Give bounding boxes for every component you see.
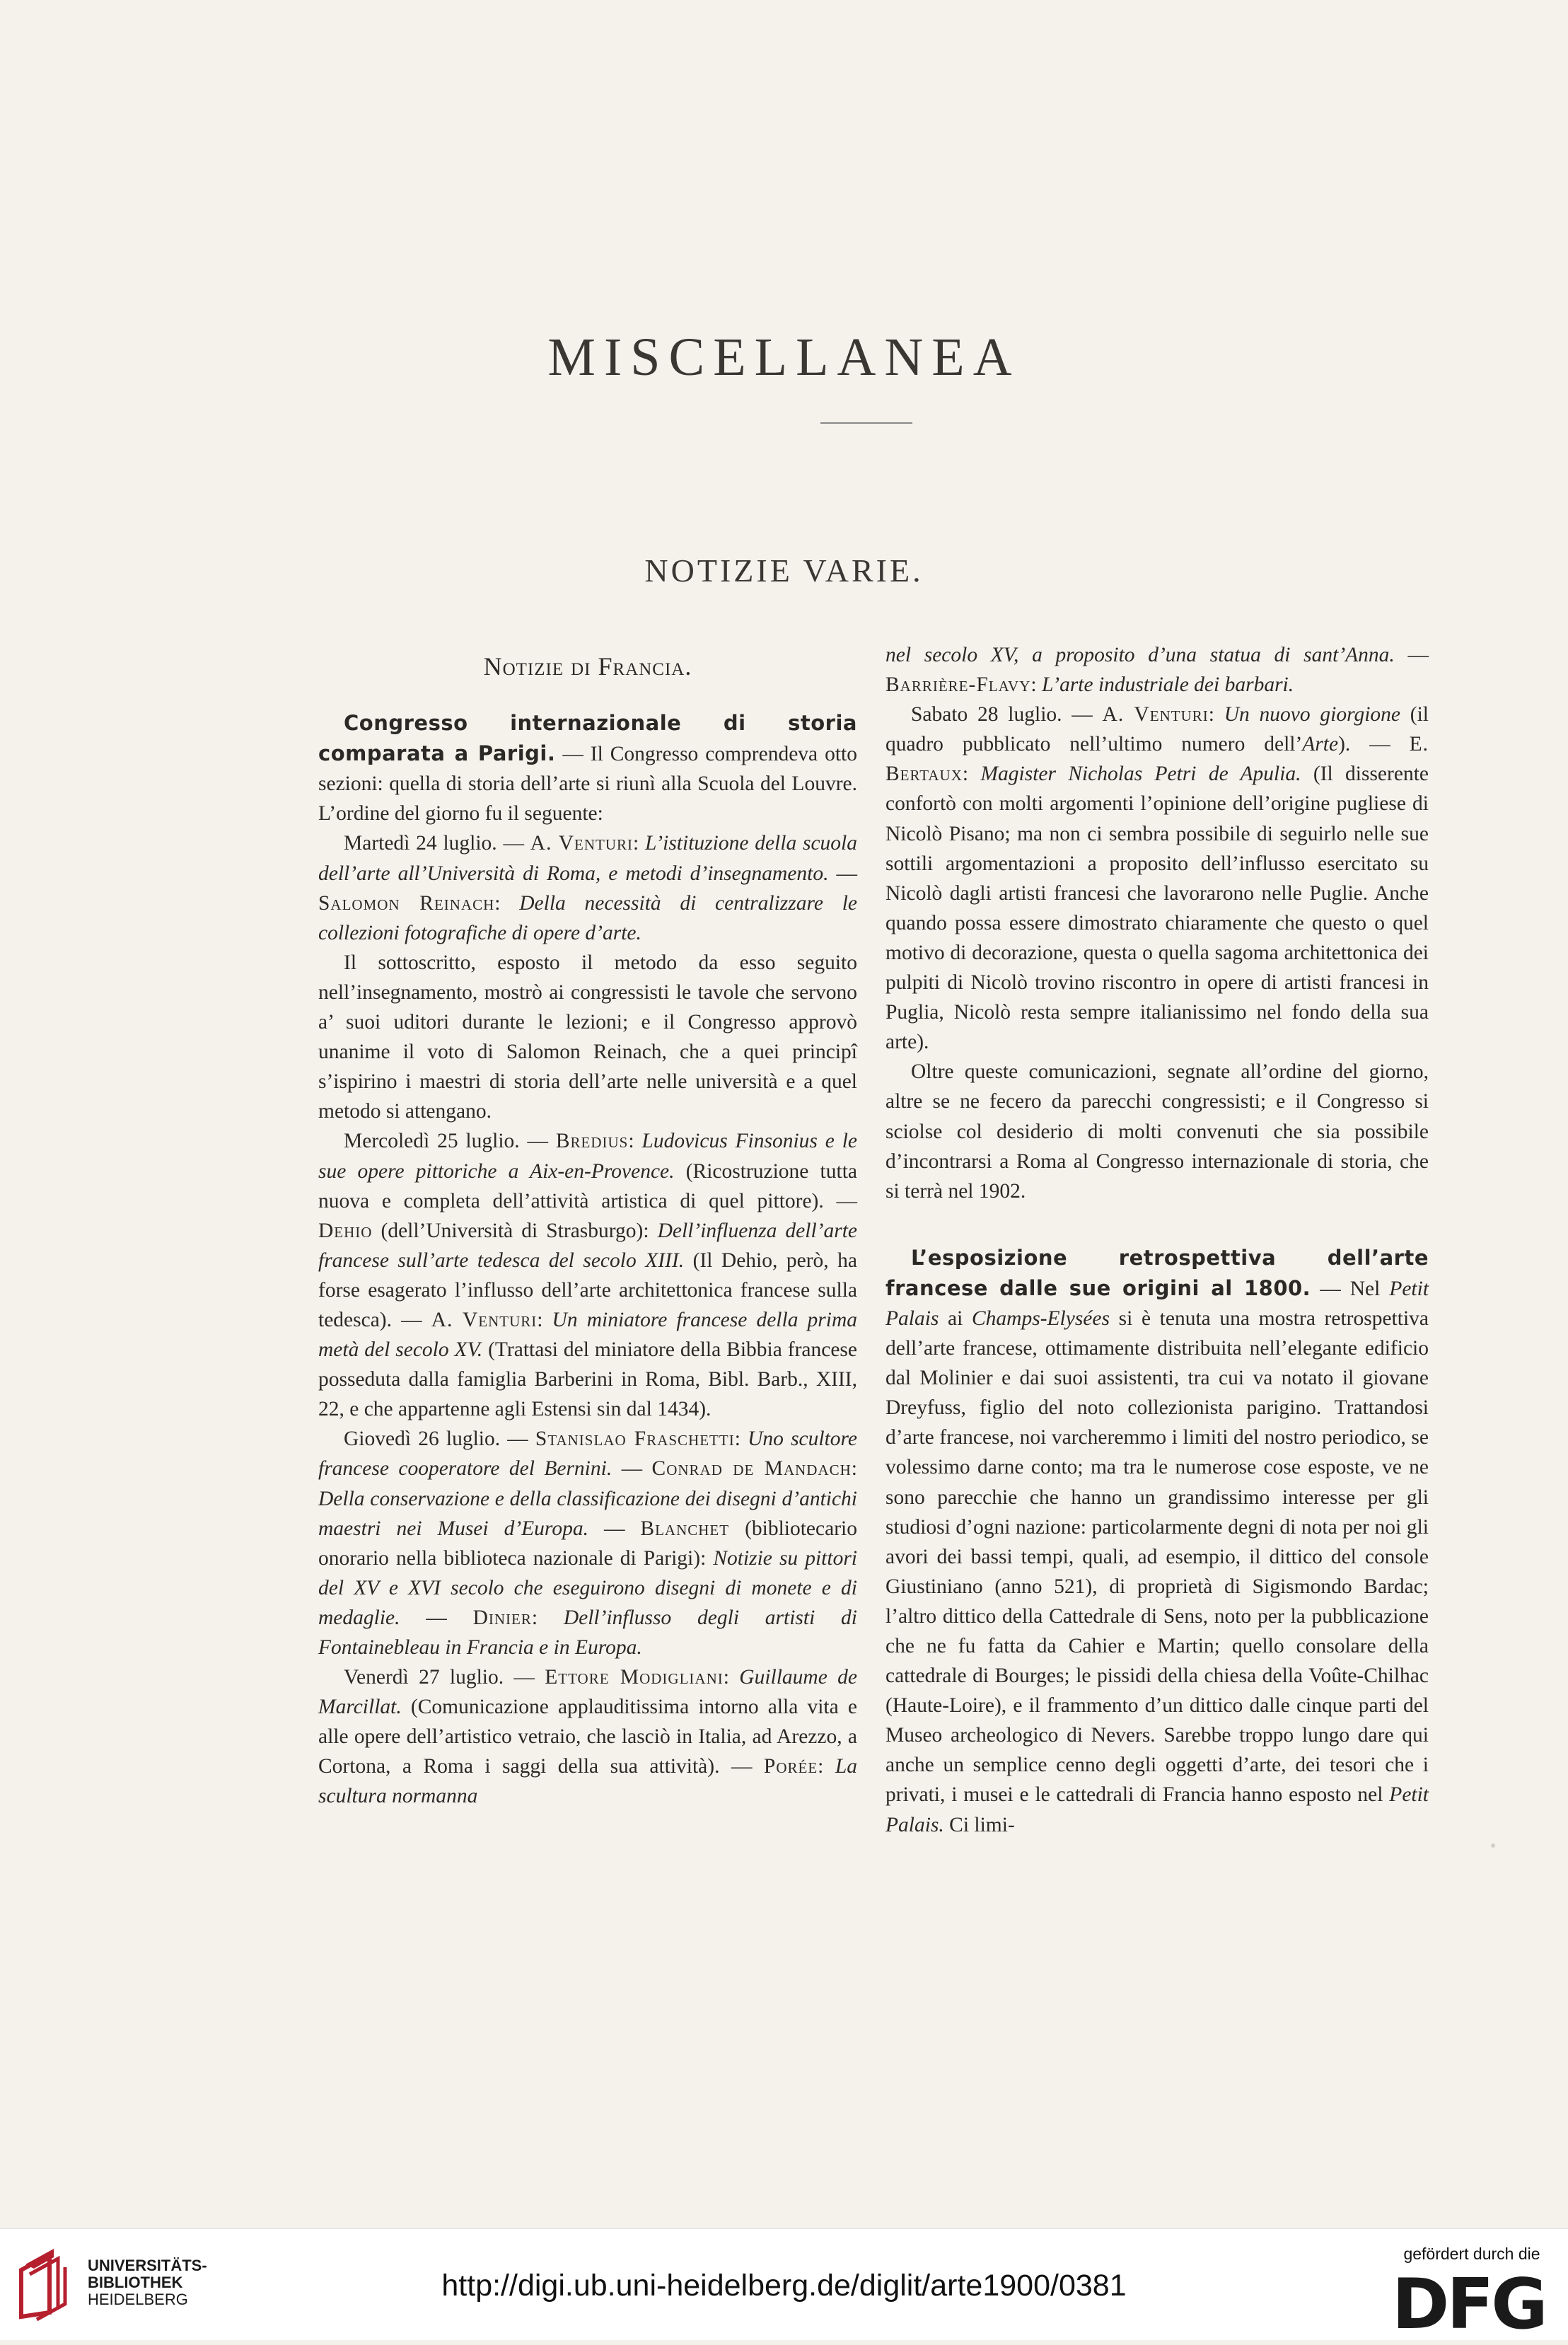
library-name: UNIVERSITÄTS- BIBLIOTHEK HEIDELBERG: [88, 2257, 207, 2308]
author-name: A. Venturi: [1102, 703, 1209, 726]
paragraph-giovedi: Giovedì 26 luglio. — Stanislao Fraschetti: Uno scultore francese cooperatore del Bernini. — Conrad de Mandach: Della conservazione e della classificazione dei disegni d’antichi maestri nei Musei d’Europa. — Blanchet (bibliotecario onorario nella biblioteca nazionale di Parigi): Notizie su pittori del XV e XVI secolo che eseguirono disegni di monete e di medaglie. — Dinier: Dell’influsso degli artisti di Fontainebleau in Francia e in Europa.: [318, 1428, 858, 1659]
author-name: Blanchet: [640, 1517, 730, 1540]
talk-title: Ludovicus Finsonius e le sue opere pittoriche a Aix-en-Provence.: [318, 1130, 857, 1183]
place-name: Champs-Elysées: [971, 1307, 1110, 1330]
paragraph-martedi: Martedì 24 luglio. — A. Venturi: L’istituzione della scuola dell’arte all’Università di Roma, e metodi d’insegnamento. — Salomon Reinach: Della necessità di centralizzare le collezioni fotografiche di opere d’arte.: [318, 832, 858, 944]
paper-speck: [1491, 1843, 1495, 1848]
author-name: A. Venturi: [431, 1308, 538, 1331]
paragraph-lead: Congresso internazionale di storia comparata a Parigi.: [318, 711, 857, 766]
paragraph-sottoscritto: Il sottoscritto, esposto il metodo da esso seguito nell’insegnamento, mostrò ai congressisti le tavole che servono a’ suoi uditori durante le lezioni; e il Congresso approvò unanime il voto di Salomon Reinach, che a quei principî s’ispirino i maestri di storia dell’arte nelle università e a quel metodo si attengano.: [318, 951, 857, 1123]
talk-title: Della conservazione e della classificazione dei disegni d’antichi maestri nei Musei d’Europa.: [318, 1487, 857, 1540]
talk-title: nel secolo XV, a proposito d’una statua di sant’Anna.: [885, 644, 1395, 666]
talk-title: Dell’influsso degli artisti di Fontainebleau in Francia e in Europa.: [318, 1606, 858, 1659]
paragraph-venerdi: Venerdì 27 luglio. — Ettore Modigliani: Guillaume de Marcillat. (Comunicazione applauditissima intorno alla vita e alle opere dell’artistico vetraio, che lasciò in Italia, ad Arezzo, a Cortona, a Roma i saggi della sua attività). — Porée: La scultura normanna: [318, 1666, 857, 1808]
talk-title: Notizie su pittori del XV e XVI secolo che eseguirono disegni di monete e di medaglie.: [318, 1546, 857, 1629]
author-name: Porée: [763, 1755, 818, 1778]
author-name: Conrad de Mandach: [651, 1457, 852, 1481]
dfg-logo: DFG: [1392, 2264, 1545, 2345]
talk-title: Un miniatore francese della prima metà del secolo XV.: [318, 1308, 858, 1362]
talk-title: La scultura normanna: [318, 1755, 857, 1808]
author-name: Dehio: [318, 1219, 373, 1242]
place-name: Petit Palais.: [885, 1783, 1429, 1836]
paragraph-oltre: Oltre queste comunicazioni, segnate all’ordine del giorno, altre se ne fecero da parecchi congressisti; e il Congresso si sciolse col desiderio di molti convenuti che sia possibile d’incontrarsi a Roma al Congresso internazionale di storia, che si terrà nel 1902.: [885, 1060, 1429, 1203]
author-name: Bredius: [555, 1130, 629, 1153]
author-name: E. Bertaux: [885, 733, 1429, 786]
author-name: Salomon Reinach: [318, 891, 495, 915]
author-name: A. Venturi: [530, 832, 633, 855]
talk-title: Della necessità di centralizzare le collezioni fotografiche di opere d’arte.: [318, 891, 857, 944]
paragraph-continuation: nel secolo XV, a proposito d’una statua di sant’Anna. — Barrière-Flavy: L’arte industriale dei barbari.: [885, 644, 1429, 697]
talk-title: Magister Nicholas Petri de Apulia.: [980, 763, 1301, 786]
talk-title: Guillaume de Marcillat.: [318, 1666, 857, 1719]
paragraph-mercoledi: Mercoledì 25 luglio. — Bredius: Ludovicus Finsonius e le sue opere pittoriche a Aix-en-Provence. (Ricostruzione tutta nuova e completa dell’attività artistica di quel pittore). — Dehio (dell’Università di Strasburgo): Dell’influenza dell’arte francese sull’arte tedesca del secolo XIII. (Il Dehio, però, ha forse esagerato l’influsso dell’arte architettonica francese sulla tedesca). — A. Venturi: Un miniatore francese della prima metà del secolo XV. (Trattasi del miniatore della Bibbia francese posseduta dalla famiglia Barberini in Roma, Bibl. Barb., XIII, 22, e che appartenne agli Estensi sin dal 1434).: [318, 1130, 858, 1421]
journal-title: Arte: [1302, 733, 1339, 756]
author-name: Ettore Modigliani: [545, 1666, 724, 1689]
funder-caption: gefördert durch die: [1403, 2245, 1540, 2263]
source-url-link[interactable]: http://digi.ub.uni-heidelberg.de/diglit/arte1900/0381: [441, 2269, 1127, 2303]
paragraph-esposizione: L’esposizione retrospettiva dell’arte francese dalle sue origini al 1800. — Nel Petit Palais ai Champs-Elysées si è tenuta una mostra retrospettiva dell’arte francese, ottimamente distribuita nell’elegante edificio dal Molinier e dai suoi assistenti, tra cui va notato il giovane Dreyfuss, figlio del noto collezionista parigino. Trattandosi d’arte francese, noi varcheremmo i limiti del nostro periodico, se volessimo darne conto; ma tra le numerose cose esposte, ve ne sono parecchie che hanno un grandissimo interesse per gli studiosi d’ogni nazione: particolarmente degni di nota per noi gli avori dei bassi tempi, quali, ad esempio, il dittico del console Giustiniano (anno 521), di proprietà di Sigismondo Bardac; l’altro dittico della Cattedrale di Sens, noto per la pubblicazione che ne fu fatta da Cahier e Martin; quello consolare della cattedrale di Bourges; le pissidi della chiesa della Voûte-Chilhac (Haute-Loire), e il frammento d’un dittico dalle cinque parti del Museo archeologico di Nevers. Sarebbe troppo lungo dare qui anche un semplice cenno degli oggetti d’arte, dei tesori che i privati, i musei e le cattedrali di Francia hanno esposto nel Petit Palais. Ci limi-: [885, 1245, 1429, 1836]
left-column: [318, 640, 857, 1812]
page-title: MISCELLANEA: [547, 328, 1021, 387]
author-name: Barrière-Flavy: [885, 673, 1031, 697]
author-name: Dinier: [472, 1606, 532, 1629]
paragraph-congresso: Congresso internazionale di storia comparata a Parigi. — Il Congresso comprendeva otto sezioni: quella di storia dell’arte si riunì alla Scuola del Louvre. L’ordine del giorno fu il seguente:: [318, 711, 857, 826]
paragraph-lead: L’esposizione retrospettiva dell’arte francese dalle sue origini al 1800.: [885, 1245, 1429, 1300]
footer-bar: [0, 2228, 1568, 2345]
talk-title: L’istituzione della scuola dell’arte all’Università di Roma, e metodi d’insegnamento.: [318, 832, 858, 885]
right-column: [885, 640, 1429, 1840]
talk-title: Un nuovo giorgione: [1224, 703, 1401, 726]
talk-title: Uno scultore francese cooperatore del Bernini.: [318, 1428, 858, 1481]
paragraph-gap: [885, 1206, 1429, 1243]
paragraph-sabato: Sabato 28 luglio. — A. Venturi: Un nuovo giorgione (il quadro pubblicato nell’ultimo numero dell’Arte). — E. Bertaux: Magister Nicholas Petri de Apulia. (Il disserente confortò con molti argomenti l’opinione dell’origine pugliese di Nicolò Pisano; ma non ci sembra possibile di seguirlo nelle sue sottili argomentazioni a proposito dell’influsso esercitato su Nicolò dagli artisti francesi che lavorarono nelle Puglie. Anche quando possa essere dimostrato chiaramente che questo o quel motivo di decorazione, questa o quella sagoma architettonica dei pulpiti di Nicolò trovino riscontro in opere di artisti francesi in Puglia, Nicolò resta sempre italianissimo nel fondo della sua arte).: [885, 703, 1429, 1054]
talk-title: L’arte industriale dei barbari.: [1041, 673, 1294, 697]
talk-title: Dell’influenza dell’arte francese sull’arte tedesca del secolo XIII.: [318, 1219, 857, 1272]
author-name: Stanislao Fraschetti: [535, 1428, 735, 1451]
place-name: Petit Palais: [885, 1277, 1429, 1330]
title-divider: [820, 422, 912, 424]
section-title: NOTIZIE VARIE.: [644, 552, 924, 589]
subsection-heading: Notizie di Francia.: [483, 652, 692, 681]
